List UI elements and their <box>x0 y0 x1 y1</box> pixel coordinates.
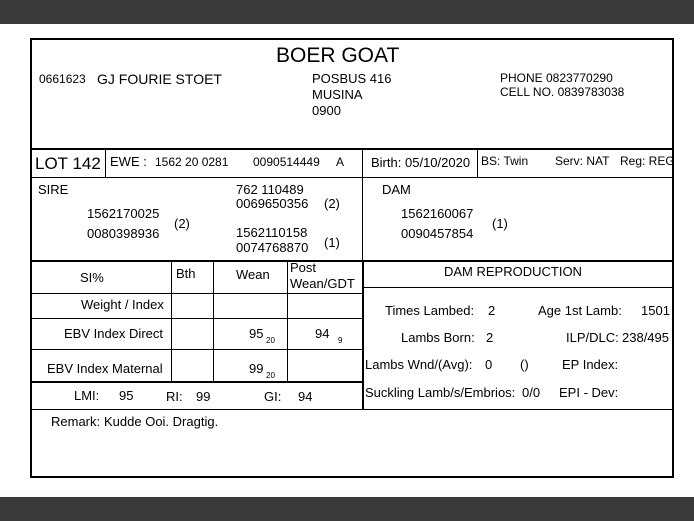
suckling-label: Suckling Lamb/s/Embrios: <box>365 385 516 400</box>
wean-header: Wean <box>236 267 270 282</box>
sire-dam-id-2: 0074768870 <box>236 240 309 255</box>
phone: PHONE 0823770290 <box>500 71 613 85</box>
sire-id-1: 1562170025 <box>87 206 160 221</box>
ebv-direct-post: 94 <box>315 326 330 341</box>
address-line-3: 0900 <box>312 103 341 118</box>
lot-card <box>30 38 674 478</box>
weight-index-label: Weight / Index <box>81 297 164 312</box>
remark-label: Remark: <box>51 414 101 429</box>
ebv-maternal-wean-sub: 20 <box>266 371 275 380</box>
card-title: BOER GOAT <box>276 44 400 67</box>
lambs-weaned-label: Lambs Wnd/(Avg): <box>365 357 473 372</box>
remark-text: Kudde Ooi. Dragtig. <box>104 414 219 429</box>
sire-id-2: 0080398936 <box>87 226 160 241</box>
ebv-direct-wean-sub: 20 <box>266 336 275 345</box>
ewe-label: EWE : <box>110 154 147 169</box>
post-header-line-2: Wean/GDT <box>290 276 355 291</box>
divider <box>30 318 363 319</box>
birth-status: BS: Twin <box>481 154 529 168</box>
divider <box>30 177 674 178</box>
divider <box>362 260 364 410</box>
ebv-maternal-label: EBV Index Maternal <box>47 361 163 376</box>
sire-dam-count: (1) <box>324 235 340 250</box>
ri-label: RI: <box>166 389 183 404</box>
sire-sire-id-2: 0069650356 <box>236 196 309 211</box>
top-dark-band <box>0 0 694 24</box>
dam-reproduction-title: DAM REPRODUCTION <box>444 264 582 279</box>
lot-number: LOT 142 <box>35 154 101 173</box>
lmi-value: 95 <box>119 388 134 403</box>
divider <box>362 150 363 177</box>
lambs-born-label: Lambs Born: <box>401 330 475 345</box>
divider <box>30 148 674 150</box>
lambs-born-value: 2 <box>486 330 494 345</box>
sire-sire-id-1: 762 110489 <box>236 182 304 197</box>
ewe-numbers: 1562 20 0281 <box>155 155 229 169</box>
birth-label: Birth: <box>371 155 402 170</box>
divider <box>105 150 106 177</box>
sire-dam-id-1: 1562110158 <box>236 225 308 240</box>
divider <box>362 177 363 260</box>
divider <box>213 260 214 381</box>
address-line-2: MUSINA <box>312 87 363 102</box>
ilp-value: 238/495 <box>622 330 669 345</box>
birth-date: 05/10/2020 <box>405 155 471 170</box>
lmi-label: LMI: <box>74 388 100 403</box>
address-line-1: POSBUS 416 <box>312 71 392 86</box>
ilp-label: ILP/DLC: <box>566 330 619 345</box>
si-header: SI% <box>80 270 104 285</box>
sire-label: SIRE <box>38 182 69 197</box>
divider <box>287 260 288 381</box>
times-lambed-value: 2 <box>488 303 496 318</box>
registration: Reg: REG <box>620 154 675 168</box>
ep-index-label: EP Index: <box>562 357 619 372</box>
gi-label: GI: <box>264 389 282 404</box>
dam-id-2: 0090457854 <box>401 226 474 241</box>
breeder-code: 0661623 <box>39 72 86 86</box>
ebv-direct-label: EBV Index Direct <box>64 326 163 341</box>
dam-count: (1) <box>492 216 508 231</box>
age-first-lamb-label: Age 1st Lamb: <box>538 303 622 318</box>
divider <box>30 409 674 410</box>
suckling-value: 0/0 <box>522 385 541 400</box>
divider <box>30 260 674 262</box>
dam-id-1: 1562160067 <box>401 206 474 221</box>
gi-value: 94 <box>298 389 313 404</box>
times-lambed-label: Times Lambed: <box>385 303 475 318</box>
dam-label: DAM <box>382 182 411 197</box>
ri-value: 99 <box>196 389 211 404</box>
lambs-weaned-value: 0 <box>485 357 493 372</box>
ebv-maternal-wean: 99 <box>249 361 264 376</box>
divider <box>477 150 478 177</box>
ewe-grade: A <box>336 155 345 169</box>
sire-count: (2) <box>174 216 190 231</box>
age-first-lamb-value: 1501 <box>641 303 670 318</box>
ebv-direct-post-sub: 9 <box>338 336 343 345</box>
sire-sire-count: (2) <box>324 196 340 211</box>
divider <box>362 287 674 288</box>
lambs-weaned-avg: () <box>520 357 529 372</box>
divider <box>30 293 363 294</box>
bth-header: Bth <box>176 266 196 281</box>
cell-number: CELL NO. 0839783038 <box>500 85 625 99</box>
breeder-name: GJ FOURIE STOET <box>97 71 222 87</box>
post-header: Post <box>290 260 317 275</box>
ewe-id: 0090514449 <box>253 155 320 169</box>
service-type: Serv: NAT <box>555 154 610 168</box>
divider <box>30 349 363 350</box>
epi-dev-label: EPI - Dev: <box>559 385 619 400</box>
divider <box>171 260 172 381</box>
bottom-dark-band <box>0 497 694 521</box>
divider <box>30 381 363 383</box>
ebv-direct-wean: 95 <box>249 326 264 341</box>
